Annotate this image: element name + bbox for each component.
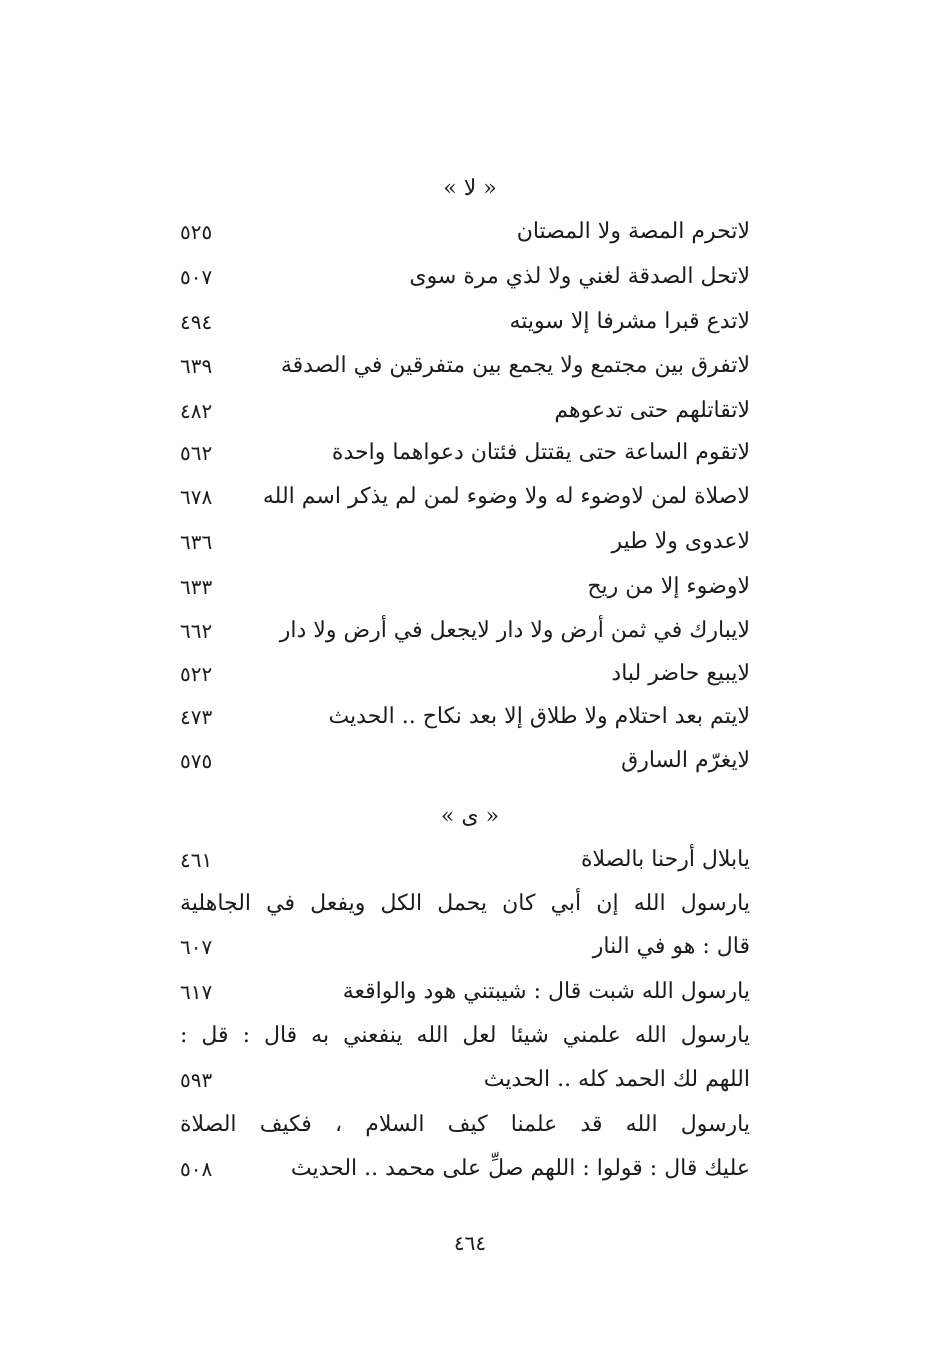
- index-entry: [180, 344, 750, 388]
- entry-text: لايتم بعد احتلام ولا طلاق إلا بعد نكاح .. الحديث: [328, 704, 750, 729]
- entry-text: لاتقاتلهم حتى تدعوهم: [554, 398, 750, 423]
- entry-page-number: ٦٠٧: [180, 935, 213, 959]
- entry-text: يارسول الله قد علمنا كيف السلام ، فكيف الصلاة: [180, 1112, 750, 1137]
- entry-page-number: ٤٧٣: [180, 705, 213, 729]
- entry-text: لاتحل الصدقة لغني ولا لذي مرة سوى: [409, 264, 750, 289]
- index-entry: [180, 1014, 750, 1058]
- index-entry: [180, 652, 750, 696]
- entry-page-number: ٤٦١: [180, 848, 213, 872]
- entry-page-number: ٥٠٨: [180, 1157, 213, 1181]
- entry-page-number: ٦٣٦: [180, 530, 213, 554]
- index-entry: [180, 838, 750, 882]
- section-header-la: « لا »: [443, 176, 497, 201]
- entry-text: لاتفرق بين مجتمع ولا يجمع بين متفرقين في الصدقة: [280, 353, 750, 378]
- index-entry: [180, 431, 750, 475]
- index-entry: [180, 520, 750, 564]
- entry-text: لاتحرم المصة ولا المصتان: [516, 219, 750, 244]
- index-entry: [180, 475, 750, 519]
- entry-text: لاوضوء إلا من ريح: [587, 574, 750, 599]
- entry-text: لايبيع حاضر لباد: [611, 661, 750, 686]
- index-entry: [180, 389, 750, 433]
- index-entry: [180, 1103, 750, 1147]
- index-entry: [180, 255, 750, 299]
- index-entry: [180, 210, 750, 254]
- entry-text: قال : هو في النار: [592, 934, 750, 959]
- entry-text: عليك قال : قولوا : اللهم صلِّ على محمد .. الحديث: [290, 1156, 750, 1181]
- index-entry: [180, 300, 750, 344]
- entry-page-number: ٦٣٣: [180, 575, 213, 599]
- entry-text: لاعدوى ولا طير: [611, 529, 750, 554]
- entry-text: لايغرّم السارق: [621, 748, 750, 773]
- entry-text: يارسول الله إن أبي كان يحمل الكل ويفعل في الجاهلية: [180, 891, 750, 916]
- entry-text: يارسول الله علمني شيئا لعل الله ينفعني به قال : قل :: [180, 1023, 750, 1048]
- index-entry: [180, 609, 750, 653]
- entry-text: لاتدع قبرا مشرفا إلا سويته: [509, 309, 750, 334]
- index-entry: [180, 695, 750, 739]
- entry-text: لاتقوم الساعة حتى يقتتل فئتان دعواهما واحدة: [331, 440, 750, 465]
- index-entry: [180, 882, 750, 926]
- entry-page-number: ٥٢٥: [180, 220, 213, 244]
- entry-text: يارسول الله شبت قال : شيبتني هود والواقعة: [342, 979, 750, 1004]
- entry-page-number: ٦٦٢: [180, 619, 213, 643]
- index-entry: [180, 1058, 750, 1102]
- section-header-ya: « ى »: [440, 804, 500, 829]
- entry-page-number: ٥٦٢: [180, 441, 213, 465]
- entry-text: يابلال أرحنا بالصلاة: [581, 847, 750, 872]
- entry-text: لاصلاة لمن لاوضوء له ولا وضوء لمن لم يذكر اسم الله: [262, 484, 750, 509]
- entry-text: لايبارك في ثمن أرض ولا دار لايجعل في أرض ولا دار: [279, 618, 750, 643]
- page-number-footer: ٤٦٤: [453, 1231, 487, 1255]
- entry-page-number: ٤٨٢: [180, 399, 213, 423]
- entry-page-number: ٥٢٢: [180, 662, 213, 686]
- entry-page-number: ٦٣٩: [180, 354, 213, 378]
- entry-page-number: ٥٩٣: [180, 1068, 213, 1092]
- index-entry: [180, 739, 750, 783]
- entry-page-number: ٤٩٤: [180, 310, 213, 334]
- index-entry: [180, 925, 750, 969]
- entry-page-number: ٦٧٨: [180, 485, 213, 509]
- entry-page-number: ٥٠٧: [180, 265, 213, 289]
- index-entry: [180, 1147, 750, 1191]
- entry-page-number: ٥٧٥: [180, 749, 213, 773]
- entry-text: اللهم لك الحمد كله .. الحديث: [483, 1067, 750, 1092]
- index-entry: [180, 565, 750, 609]
- index-entry: [180, 970, 750, 1014]
- entry-page-number: ٦١٧: [180, 980, 213, 1004]
